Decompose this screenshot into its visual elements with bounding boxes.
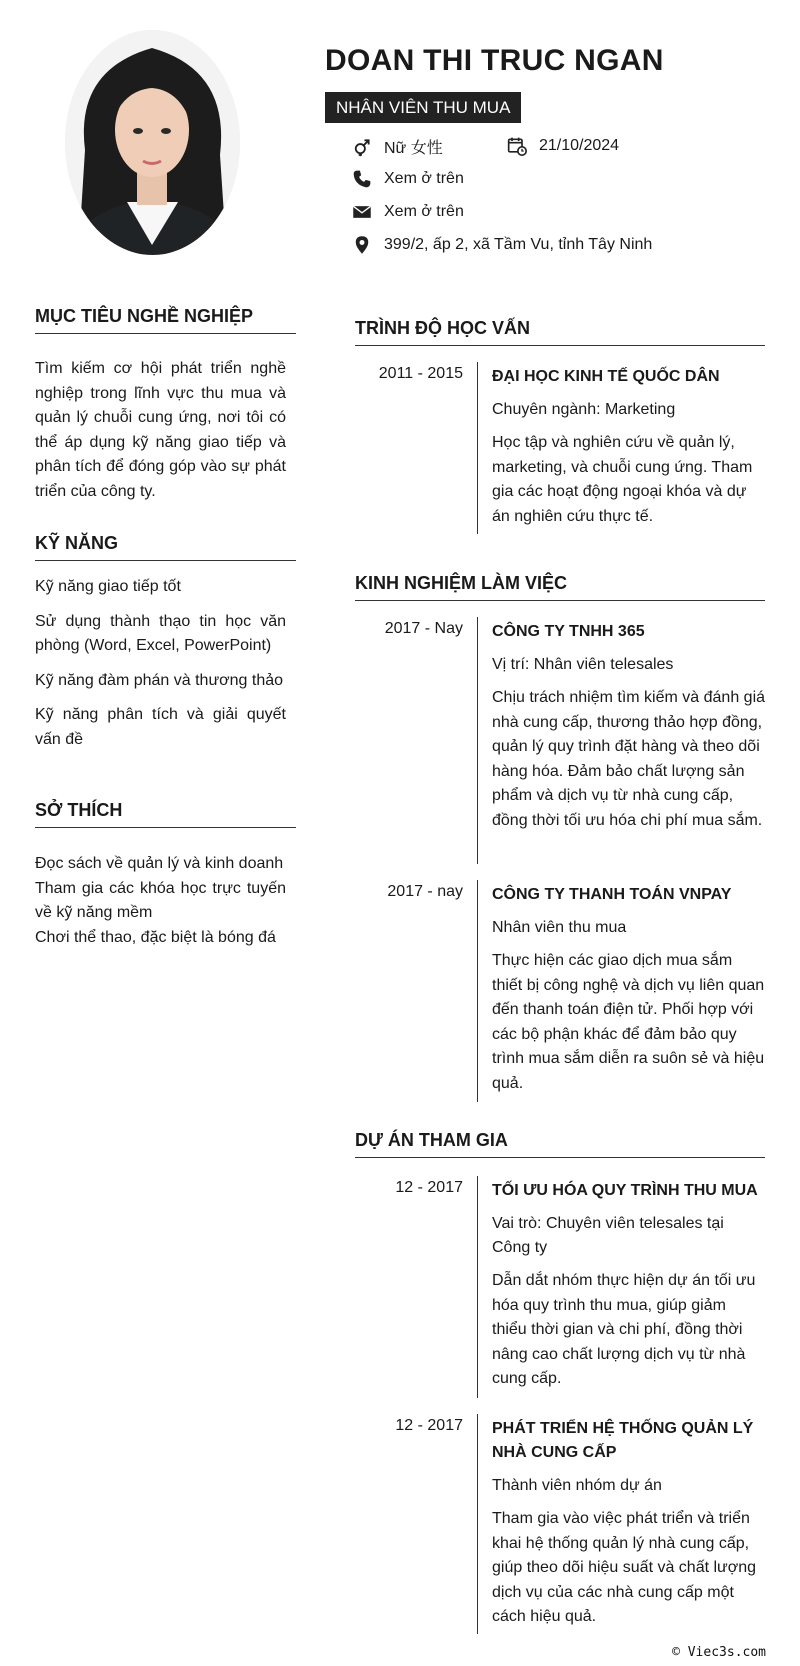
address-value: 399/2, ấp 2, xã Tầm Vu, tỉnh Tây Ninh [384, 236, 653, 253]
envelope-icon [351, 201, 373, 223]
entry-description: Thực hiện các giao dịch mua sắm thiết bị công nghệ và dịch vụ liên quan đến thanh toán điện tử. Phối hợp với các bộ phận khác để đảm bảo quy trình mua sắm diễn ra suôn sẻ và hiệu quả. [492, 952, 765, 1092]
hobby-item: Đọc sách về quản lý và kinh doanh [35, 855, 284, 872]
email-info [351, 201, 464, 223]
calendar-clock-icon [506, 135, 528, 157]
map-pin-icon [351, 234, 373, 256]
entry-subtitle: Vai trò: Chuyên viên telesales tại Công ty [492, 1215, 724, 1256]
entry-title: CÔNG TY TNHH 365 [492, 623, 645, 640]
hobby-item: Chơi thể thao, đặc biệt là bóng đá [35, 928, 276, 946]
entry-date: 12 - 2017 [395, 1417, 463, 1434]
skills-list [35, 575, 286, 762]
skills-heading: KỸ NĂNG [35, 533, 296, 561]
objective-heading: MỤC TIÊU NGHỀ NGHIỆP [35, 306, 296, 334]
profile-photo [65, 30, 240, 255]
phone-info [351, 168, 464, 190]
entry-title: CÔNG TY THANH TOÁN VNPAY [492, 886, 732, 903]
skill-item: Sử dụng thành thạo tin học văn phòng (Word, Excel, PowerPoint) [35, 612, 286, 654]
gender-info [351, 135, 443, 158]
email-value: Xem ở trên [384, 203, 464, 220]
entry-description: Chịu trách nhiệm tìm kiếm và đánh giá nhà cung cấp, thương thảo hợp đồng, quản lý quy trình đặt hàng và theo dõi hàng hóa. Đảm bảo chất lượng sản phẩm và dịch vụ từ nhà cung cấp, đồng thời tối ưu hóa chi phí mua sắm. [492, 689, 766, 829]
entry-body [477, 880, 765, 1102]
entry-description: Tham gia vào việc phát triển và triển khai hệ thống quản lý nhà cung cấp, giúp theo dõi hiệu suất và chất lượng dịch vụ của các nhà cung cấp một cách hiệu quả. [492, 1510, 757, 1625]
entry-subtitle: Nhân viên thu mua [492, 919, 627, 936]
entry-description: Dẫn dắt nhóm thực hiện dự án tối ưu hóa quy trình thu mua, giúp giảm thiểu thời gian và chi phí, đồng thời nâng cao chất lượng dịch vụ từ nhà cung cấp. [492, 1272, 756, 1387]
gender-icon [351, 136, 373, 158]
hobbies-list [35, 852, 286, 950]
entry-date: 2011 - 2015 [378, 365, 463, 382]
job-title-badge: NHÂN VIÊN THU MUA [325, 92, 521, 123]
entry-title: TỐI ƯU HÓA QUY TRÌNH THU MUA [492, 1182, 758, 1199]
skill-item: Kỹ năng giao tiếp tốt [35, 578, 181, 595]
footer-credit: © Viec3s.com [672, 1645, 766, 1660]
gender-value: Nữ 女性 [384, 140, 443, 157]
entry-subtitle: Vị trí: Nhân viên telesales [492, 656, 674, 673]
objective-text: Tìm kiếm cơ hội phát triển nghề nghiệp trong lĩnh vực thu mua và quản lý chuỗi cung ứng, nơi tôi có thể áp dụng kỹ năng giao tiếp và phân tích để đóng góp vào sự phát triển của công ty. [35, 360, 286, 500]
entry-title: PHÁT TRIỂN HỆ THỐNG QUẢN LÝ NHÀ CUNG CẤP [492, 1420, 754, 1461]
experience-heading: KINH NGHIỆM LÀM VIỆC [355, 573, 765, 601]
entry-date: 2017 - nay [387, 883, 463, 900]
entry-title: ĐẠI HỌC KINH TẾ QUỐC DÂN [492, 368, 720, 385]
entry-body [477, 617, 765, 864]
phone-value: Xem ở trên [384, 170, 464, 187]
skill-item: Kỹ năng phân tích và giải quyết vấn đề [35, 706, 286, 748]
candidate-name: DOAN THI TRUC NGAN [325, 44, 664, 77]
entry-subtitle: Chuyên ngành: Marketing [492, 401, 676, 418]
entry-body [477, 1414, 765, 1634]
education-heading: TRÌNH ĐỘ HỌC VẤN [355, 318, 765, 346]
phone-icon [351, 168, 373, 190]
entry-date: 12 - 2017 [395, 1179, 463, 1196]
entry-subtitle: Thành viên nhóm dự án [492, 1477, 662, 1494]
entry-body [477, 362, 765, 534]
entry-body [477, 1176, 765, 1398]
date-info [506, 135, 619, 157]
address-info [351, 234, 652, 256]
date-value: 21/10/2024 [539, 137, 620, 154]
entry-description: Học tập và nghiên cứu về quản lý, marketing, và chuỗi cung ứng. Tham gia các hoạt động ngoại khóa và dự án nghiên cứu thực tế. [492, 434, 753, 525]
hobbies-heading: SỞ THÍCH [35, 800, 296, 828]
skill-item: Kỹ năng đàm phán và thương thảo [35, 671, 284, 689]
hobby-item: Tham gia các khóa học trực tuyến về kỹ năng mềm [35, 879, 286, 921]
projects-heading: DỰ ÁN THAM GIA [355, 1130, 765, 1158]
entry-date: 2017 - Nay [384, 620, 463, 637]
